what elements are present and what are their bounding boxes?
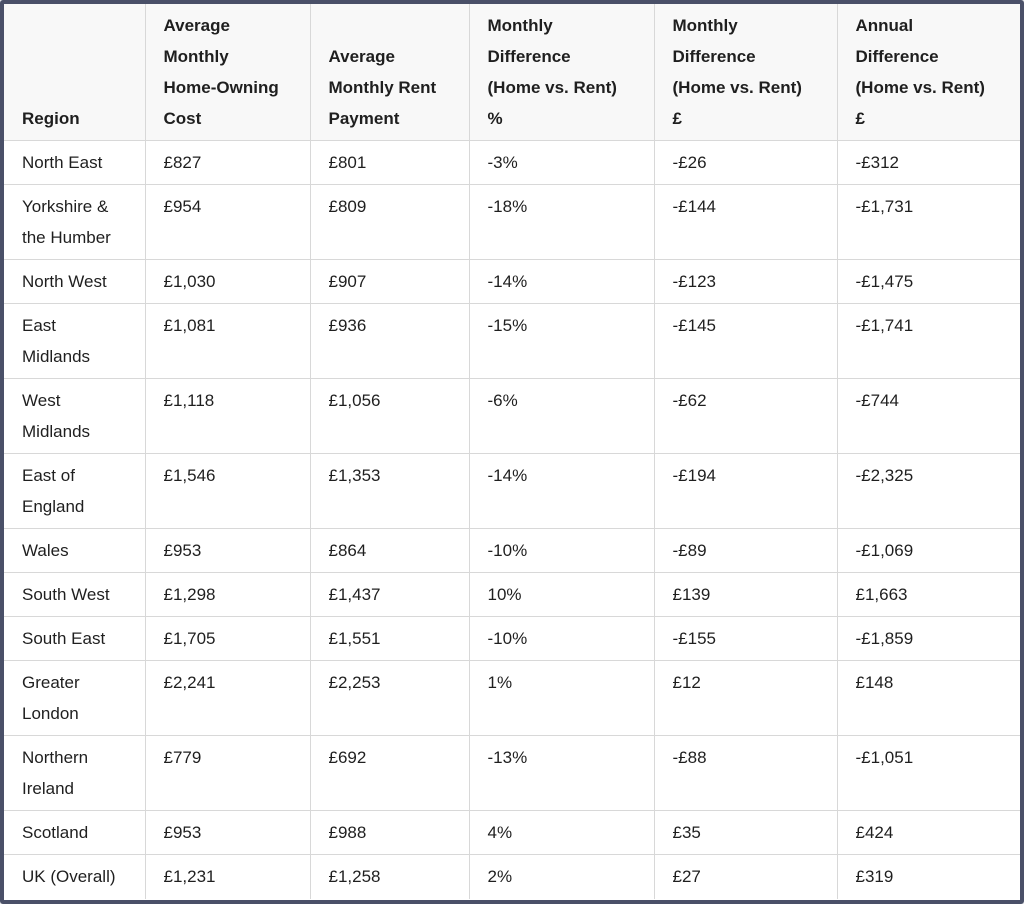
rent-payment-cell: £1,056 [310, 379, 469, 454]
annual-diff-gbp-cell: -£1,069 [837, 529, 1020, 573]
region-name: Yorkshire & [22, 197, 109, 216]
monthly-diff-pct-cell: -14% [469, 260, 654, 304]
table-row [4, 260, 1020, 304]
rent-payment-cell: £1,258 [310, 855, 469, 899]
annual-diff-gbp-cell: -£1,859 [837, 617, 1020, 661]
column-header-text: (Home vs. Rent) [855, 78, 985, 97]
home-owning-cost-cell: £1,081 [145, 304, 310, 379]
column-header-text: Monthly [672, 16, 738, 35]
monthly-diff-gbp-cell: -£123 [654, 260, 837, 304]
monthly-diff-pct-cell: -10% [469, 529, 654, 573]
monthly-diff-gbp-cell: -£88 [654, 736, 837, 811]
rent-payment-cell: £864 [310, 529, 469, 573]
column-header-text: Annual [855, 16, 914, 35]
annual-diff-gbp-cell: £319 [855, 867, 894, 886]
monthly-diff-pct-cell: -14% [469, 454, 654, 529]
rent-payment-cell: £1,551 [310, 617, 469, 661]
monthly-diff-gbp-cell: £35 [654, 811, 837, 855]
region-cell [4, 855, 145, 899]
region-name: South East [22, 629, 106, 648]
annual-diff-gbp-cell: -£1,475 [837, 260, 1020, 304]
monthly-diff-pct-cell: -6% [469, 379, 654, 454]
annual-diff-gbp-cell: -£1,741 [837, 304, 1020, 379]
table-row [4, 304, 1020, 379]
home-owning-cost-cell: £953 [145, 529, 310, 573]
region-name: Scotland [22, 823, 89, 842]
monthly-diff-gbp-cell: -£62 [654, 379, 837, 454]
annual-diff-gbp-cell: £148 [837, 661, 1020, 736]
monthly-diff-gbp-cell: £139 [654, 573, 837, 617]
rent-payment-cell: £936 [310, 304, 469, 379]
region-cell [4, 304, 145, 379]
monthly-diff-pct-cell: -3% [469, 141, 654, 185]
monthly-diff-pct-cell: -18% [469, 185, 654, 260]
monthly-diff-pct-cell: 2% [469, 855, 654, 899]
region-cell [4, 736, 145, 811]
monthly-diff-gbp-cell: £12 [654, 661, 837, 736]
column-header-text: Region [22, 109, 80, 128]
table-row [4, 379, 1020, 454]
column-header-text: Home-Owning [163, 78, 279, 97]
region-name: Midlands [22, 347, 91, 366]
table-row [4, 617, 1020, 661]
region-name: South West [22, 585, 110, 604]
column-header-text: Payment [328, 109, 400, 128]
region-name: the Humber [22, 228, 111, 247]
region-name: West [22, 391, 61, 410]
region-name: England [22, 497, 85, 516]
column-header-text: Cost [163, 109, 202, 128]
region-name: Greater [22, 673, 80, 692]
annual-diff-gbp-cell: -£1,051 [837, 736, 1020, 811]
column-header-text: (Home vs. Rent) [672, 78, 802, 97]
monthly-diff-pct-cell: 4% [469, 811, 654, 855]
region-name: East [22, 316, 57, 335]
column-header-home-owning-cost [145, 4, 310, 141]
region-cell [4, 661, 145, 736]
rent-payment-cell: £1,353 [310, 454, 469, 529]
table-row [4, 736, 1020, 811]
region-cell [4, 617, 145, 661]
home-owning-cost-cell: £1,298 [145, 573, 310, 617]
column-header-monthly-diff-gbp [654, 4, 837, 141]
table-row [4, 185, 1020, 260]
column-header-text: Monthly [487, 16, 553, 35]
header-row [4, 4, 1020, 141]
region-name: East of [22, 466, 75, 485]
monthly-diff-gbp-cell: -£144 [654, 185, 837, 260]
column-header-text: £ [855, 109, 865, 128]
home-owning-cost-cell: £1,546 [145, 454, 310, 529]
annual-diff-gbp-cell: £1,663 [837, 573, 1020, 617]
column-header-region [4, 4, 145, 141]
monthly-diff-gbp-cell: -£194 [654, 454, 837, 529]
region-name: North East [22, 153, 103, 172]
region-name: Wales [22, 541, 69, 560]
column-header-text: Difference [672, 47, 756, 66]
annual-diff-gbp-cell: £424 [837, 811, 1020, 855]
monthly-diff-pct-cell: -13% [469, 736, 654, 811]
column-header-rent-payment [310, 4, 469, 141]
column-header-text: £ [672, 109, 682, 128]
rent-payment-cell: £1,437 [310, 573, 469, 617]
regional-cost-table [4, 4, 1020, 899]
region-name: Ireland [22, 779, 74, 798]
rent-payment-cell: £907 [310, 260, 469, 304]
column-header-text: Average [328, 47, 395, 66]
column-header-text: Monthly Rent [328, 78, 437, 97]
monthly-diff-gbp-cell: £27 [654, 855, 837, 899]
annual-diff-gbp-cell: -£1,731 [837, 185, 1020, 260]
home-owning-cost-cell: £954 [145, 185, 310, 260]
region-name: Northern [22, 748, 89, 767]
region-cell [4, 811, 145, 855]
region-cell [4, 379, 145, 454]
column-header-text: Difference [487, 47, 571, 66]
home-owning-cost-cell: £779 [145, 736, 310, 811]
rent-payment-cell: £801 [310, 141, 469, 185]
column-header-text: Difference [855, 47, 939, 66]
region-cell [4, 141, 145, 185]
table-row [4, 141, 1020, 185]
rent-payment-cell: £809 [310, 185, 469, 260]
table-row [4, 811, 1020, 855]
annual-diff-gbp-cell: -£744 [837, 379, 1020, 454]
annual-diff-gbp-cell: -£312 [837, 141, 1020, 185]
monthly-diff-pct-cell: 1% [469, 661, 654, 736]
region-cell [4, 573, 145, 617]
region-name: UK (Overall) [22, 867, 116, 886]
monthly-diff-pct-cell: 10% [469, 573, 654, 617]
column-header-monthly-diff-pct [469, 4, 654, 141]
home-owning-cost-cell: £1,705 [145, 617, 310, 661]
rent-payment-cell: £988 [310, 811, 469, 855]
home-owning-cost-cell: £1,231 [145, 855, 310, 899]
region-name: Midlands [22, 422, 91, 441]
column-header-text: (Home vs. Rent) [487, 78, 617, 97]
monthly-diff-gbp-cell: -£155 [654, 617, 837, 661]
home-owning-cost-cell: £1,030 [145, 260, 310, 304]
table-row [4, 454, 1020, 529]
monthly-diff-pct-cell: -15% [469, 304, 654, 379]
monthly-diff-gbp-cell: -£26 [654, 141, 837, 185]
region-cell [4, 529, 145, 573]
table-header [4, 4, 1020, 141]
home-owning-cost-cell: £953 [145, 811, 310, 855]
region-cell [4, 454, 145, 529]
home-owning-cost-cell: £1,118 [145, 379, 310, 454]
rent-payment-cell: £692 [310, 736, 469, 811]
region-name: North West [22, 272, 107, 291]
column-header-text: Monthly [163, 47, 229, 66]
table-row [4, 529, 1020, 573]
column-header-text: Average [163, 16, 230, 35]
region-cell [4, 185, 145, 260]
table-row [4, 573, 1020, 617]
table-row [4, 855, 1020, 899]
home-owning-cost-cell: £2,241 [145, 661, 310, 736]
table-body [4, 141, 1020, 899]
annual-diff-gbp-cell: -£2,325 [837, 454, 1020, 529]
region-cell [4, 260, 145, 304]
home-owning-cost-cell: £827 [145, 141, 310, 185]
monthly-diff-pct-cell: -10% [469, 617, 654, 661]
column-header-text: % [487, 109, 503, 128]
monthly-diff-gbp-cell: -£145 [654, 304, 837, 379]
table-row [4, 661, 1020, 736]
rent-payment-cell: £2,253 [310, 661, 469, 736]
region-name: London [22, 704, 79, 723]
monthly-diff-gbp-cell: -£89 [654, 529, 837, 573]
column-header-annual-diff-gbp [837, 4, 1020, 141]
